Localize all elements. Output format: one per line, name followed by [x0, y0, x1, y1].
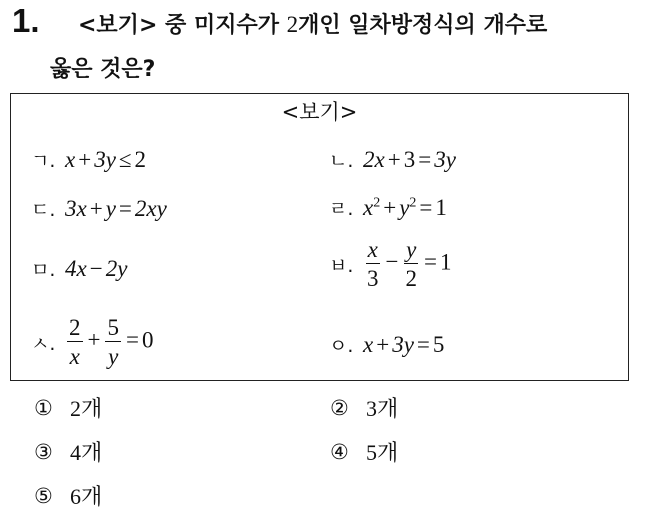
bogi-item-giyeok: [31, 146, 146, 173]
item-mark: ㅁ.: [31, 259, 56, 281]
bogi-item-nieun: [329, 146, 456, 173]
choice-value: 5개: [366, 440, 399, 465]
choice-marker: ④: [330, 439, 349, 464]
choice-marker: ②: [330, 395, 349, 420]
choice-value: 2개: [70, 396, 103, 421]
equation: 3x + y = 2xy: [65, 195, 167, 221]
choice-value: 4개: [70, 440, 103, 465]
item-mark: ㅅ.: [31, 332, 56, 355]
item-mark: ㄱ.: [31, 150, 56, 172]
item-mark: ㅇ.: [329, 335, 354, 357]
fraction: $\frac{5}{y}$: [107, 315, 119, 369]
bogi-title: <보기>: [281, 100, 358, 124]
question-number: 1.: [12, 2, 40, 39]
question-text-line1: [78, 8, 547, 39]
bogi-item-digeut: [31, 195, 167, 222]
choice-marker: ①: [34, 395, 53, 420]
question-number-two: 2: [286, 12, 299, 37]
equation: 4x − 2y: [65, 255, 128, 281]
choice-4[interactable]: [330, 436, 398, 467]
fraction: $\frac{2}{x}$: [69, 315, 81, 369]
question-text-line2: 옳은 것은?: [50, 57, 156, 82]
item-mark: ㄴ.: [329, 150, 354, 172]
bogi-item-mieum: [31, 255, 127, 282]
fraction: $\frac{y}{2}$: [405, 237, 417, 291]
equation: $\frac{2}{x}$ + $\frac{5}{y}$ = 0: [69, 315, 154, 369]
equation: 2x + 3 = 3y: [363, 146, 456, 172]
choice-2[interactable]: [330, 392, 398, 423]
choice-value: 6개: [70, 484, 103, 509]
bogi-item-rieul: [329, 194, 447, 221]
equation: x + 3y ≤ 2: [65, 146, 147, 172]
equation: $\frac{x}{3}$ − $\frac{y}{2}$ = 1: [367, 237, 452, 291]
bogi-item-bieup: [329, 238, 451, 290]
equation: x + 3y = 5: [363, 331, 445, 357]
bogi-item-ieung: [329, 331, 444, 358]
equation: $x^2 + y^2 = 1$: [363, 194, 447, 220]
fraction: $\frac{x}{3}$: [367, 237, 379, 291]
item-mark: ㄹ.: [329, 198, 354, 220]
item-mark: ㄷ.: [31, 199, 56, 221]
choice-value: 3개: [366, 396, 399, 421]
choice-5[interactable]: [34, 480, 102, 511]
choice-1[interactable]: [34, 392, 102, 423]
item-mark: ㅂ.: [329, 254, 354, 277]
question-text-part: 개인 일차방정식의 개수로: [298, 13, 548, 38]
choice-marker: ③: [34, 439, 53, 464]
bogi-item-siot: [31, 316, 153, 368]
choice-3[interactable]: [34, 436, 102, 467]
bogi-box: [10, 93, 629, 381]
question-text-part: <보기> 중 미지수가: [78, 13, 287, 38]
choice-marker: ⑤: [34, 483, 53, 508]
